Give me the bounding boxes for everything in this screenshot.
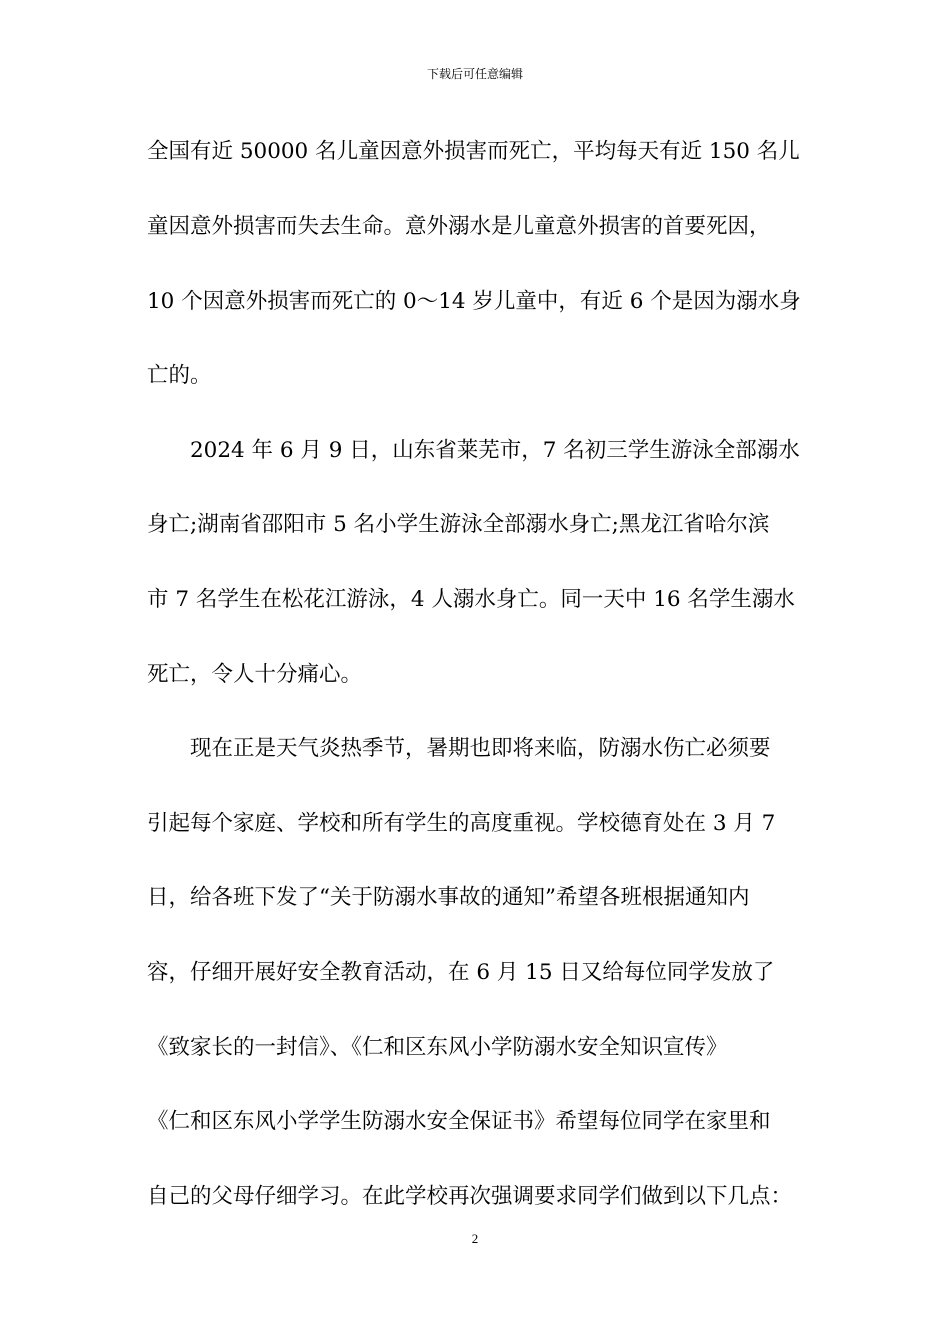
paragraph-first-line: 现在正是天气炎热季节，暑期也即将来临，防溺水伤亡必须要 [190, 736, 771, 761]
text-line: 自己的父母仔细学习。在此学校再次强调要求同学们做到以下几点： [147, 1184, 793, 1209]
text-line: 全国有近 50000 名儿童因意外损害而死亡，平均每天有近 150 名儿 [147, 139, 800, 164]
text-line: 市 7 名学生在松花江游泳，4 人溺水身亡。同一天中 16 名学生溺水 [147, 587, 795, 612]
text-line: 童因意外损害而失去生命。意外溺水是儿童意外损害的首要死因， [147, 214, 771, 239]
text-line: 引起每个家庭、学校和所有学生的高度重视。学校德育处在 3 月 7 [147, 811, 776, 836]
paragraph-first-line: 2024 年 6 月 9 日，山东省莱芜市，7 名初三学生游泳全部溺水 [190, 438, 800, 463]
text-line: 身亡;湖南省邵阳市 5 名小学生游泳全部溺水身亡;黑龙江省哈尔滨 [147, 512, 770, 537]
header-note: 下载后可任意编辑 [426, 67, 523, 81]
text-line: 亡的。 [147, 363, 212, 388]
text-line: 死亡，令人十分痛心。 [147, 662, 363, 687]
page-number: 2 [471, 1231, 479, 1246]
text-line: 《仁和区东风小学学生防溺水安全保证书》希望每位同学在家里和 [147, 1109, 771, 1134]
text-line: 《致家长的一封信》、《仁和区东风小学防溺水安全知识宣传》 [147, 1035, 728, 1060]
text-line: 容，仔细开展好安全教育活动，在 6 月 15 日又给每位同学发放了 [147, 960, 775, 985]
text-line: 日，给各班下发了“关于防溺水事故的通知”希望各班根据通知内 [147, 885, 750, 910]
text-line: 10 个因意外损害而死亡的 0～14 岁儿童中，有近 6 个是因为溺水身 [147, 289, 801, 314]
